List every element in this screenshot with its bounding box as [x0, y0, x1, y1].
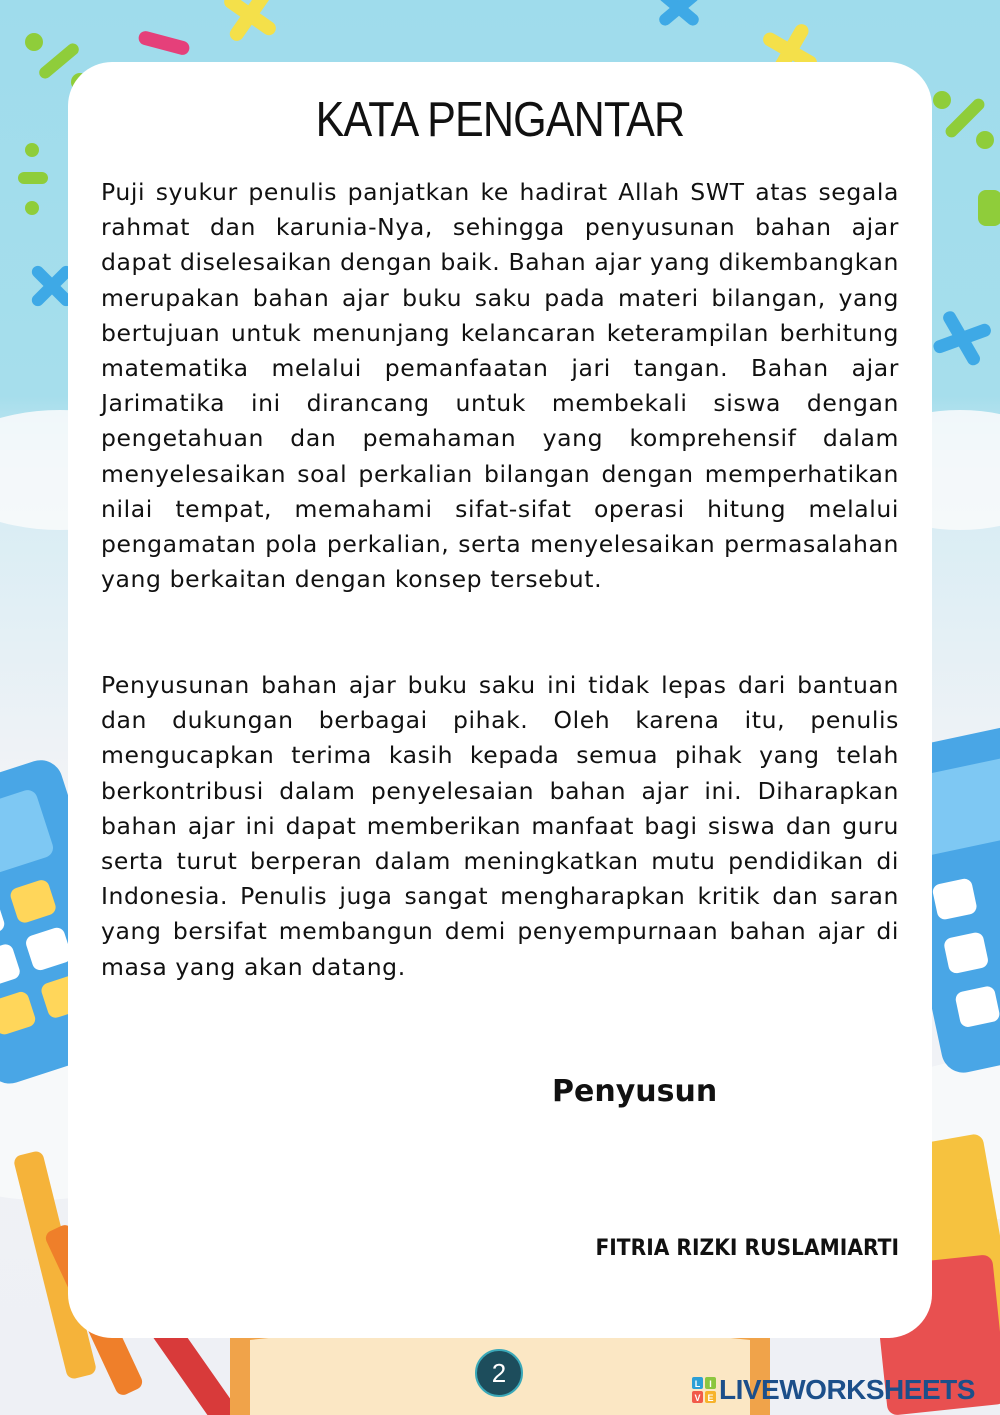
- page-number: 2: [491, 1357, 507, 1388]
- signature-role: Penyusun: [552, 1074, 718, 1109]
- paragraph-acknowledgement: Penyusunan bahan ajar buku saku ini tidak lepas dari bantuan dan dukungan berbagai pihak. Oleh karena itu, penulis mengucapkan terima kasih kepada semua pihak yang telah berkontribusi dalam penyelesaian bahan ajar ini. Diharapkan bahan ajar ini dapat memberikan manfaat bagi siswa dan guru serta turut berperan dalam meningkatkan mutu pendidikan di Indonesia. Penulis juga sangat mengharapkan kritik dan saran yang bersifat membangun demi penyempurnaan bahan ajar di masa yang akan datang.: [101, 671, 899, 981]
- signature-name: FITRIA RIZKI RUSLAMIARTI: [595, 1236, 899, 1261]
- divide-sign-icon: [933, 91, 994, 149]
- paragraph-intro: Puji syukur penulis panjatkan ke hadirat Allah SWT atas segala rahmat dan karunia-Nya, sehingga penyusunan bahan ajar dapat diselesaikan dengan baik. Bahan ajar yang dikembangkan merupakan bahan ajar buku saku pada materi bilangan, yang bertujuan untuk menunjang kelancaran keterampilan berhitung matematika melalui pemanfaatan jari tangan. Bahan ajar Jarimatika ini dirancang untuk membekali siswa dengan pengetahuan dan pemahaman yang komprehensif dalam menyelesaikan soal perkalian bilangan dengan memperhatikan nilai tempat, memahami sifat-sifat operasi hitung melalui pengamatan pola perkalian, serta menyelesaikan permasalahan yang berkaitan dengan konsep tersebut.: [101, 178, 899, 594]
- plus-sign-icon: [221, 0, 278, 44]
- minus-sign-icon: [978, 190, 1000, 226]
- liveworksheets-logo-icon: [692, 1377, 716, 1403]
- logo-mark-letter: E: [707, 1393, 714, 1403]
- minus-sign-icon: [137, 30, 191, 57]
- logo-mark-letter: L: [694, 1379, 701, 1389]
- liveworksheets-logo: [692, 1374, 975, 1406]
- times-sign-icon: [657, 0, 701, 28]
- page-title: KATA PENGANTAR: [315, 93, 685, 147]
- times-sign-icon: [932, 309, 993, 367]
- logo-mark-letter: I: [709, 1379, 712, 1389]
- divide-sign-icon: [18, 143, 48, 215]
- logo-mark-letter: V: [694, 1393, 701, 1403]
- liveworksheets-logo-text: LIVEWORKSHEETS: [719, 1374, 975, 1405]
- page-number-badge: [475, 1349, 523, 1397]
